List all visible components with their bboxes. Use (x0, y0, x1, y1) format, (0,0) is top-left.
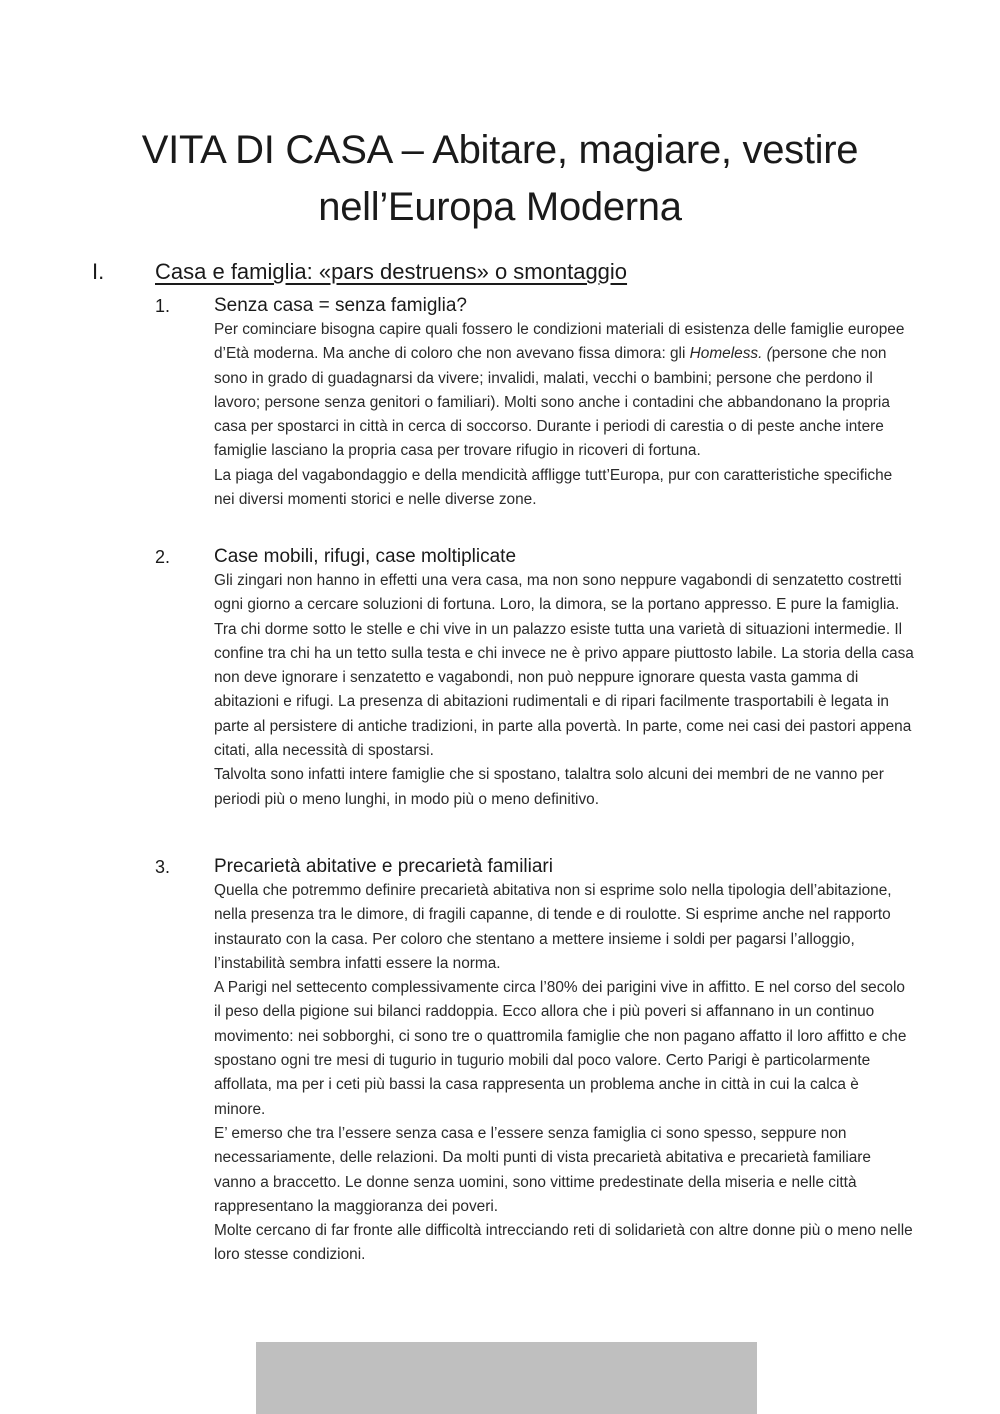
section-title: Casa e famiglia: «pars destruens» o smontaggio (155, 259, 628, 284)
document-title (0, 122, 1000, 236)
subsection-number: 1. (155, 296, 171, 316)
subsection-body (214, 879, 914, 1268)
subsection-body (214, 569, 914, 812)
subsection-heading: Precarietà abitative e precarietà familiari (214, 856, 553, 877)
subsection-heading: Senza casa = senza famiglia? (214, 295, 467, 316)
subsection-heading: Case mobili, rifugi, case moltiplicate (214, 546, 517, 567)
footer-gray-block (256, 1342, 757, 1414)
paragraph-text: Per cominciare bisogna capire quali fossero le condizioni materiali di esistenza delle famiglie europee d’Età moderna. Ma anche di coloro che non avevano fissa dimora: gli (214, 321, 905, 363)
paragraph: La piaga del vagabondaggio e della mendicità affligge tutt’Europa, pur con caratteristiche specifiche nei diversi momenti storici e nelle diverse zone. (214, 466, 893, 509)
paragraph: Quella che potremmo definire precarietà abitativa non si esprime solo nella tipologia dell’abitazione, nella presenza tra le dimore, di fragili capanne, di tende e di roulotte. Si esprime anche nel rapporto instaurato con la casa. Per coloro che stentano a mettere insieme i soldi per pagarsi l’alloggio, l’instabilità sembra infatti essere la norma. (214, 882, 892, 972)
subsection-number: 2. (155, 547, 171, 567)
title-line-2: nell’Europa Moderna (318, 185, 682, 229)
subsection-body (214, 318, 914, 512)
paragraph: Gli zingari non hanno in effetti una vera casa, ma non sono neppure vagabondi di senzatetto costretti ogni giorno a cercare soluzioni di fortuna. Loro, la dimora, se la portano appresso. E pure la famiglia. (214, 572, 902, 614)
paragraph: Tra chi dorme sotto le stelle e chi vive in un palazzo esiste tutta una varietà di situazioni intermedie. Il confine tra chi ha un tetto sulla testa e chi invece ne è privo appare piuttosto labile. La storia della casa non deve ignorare i senzatetto e vagabondi, non può neppure ignorare questa vasta gamma di abitazioni e rifugi. La presenza di abitazioni rudimentali e di ripari facilmente trasportabili è legata in parte al persistere di antiche tradizioni, in parte alla povertà. In parte, come nei casi dei pastori appena citati, alla necessità di spostarsi. (214, 620, 914, 760)
italic-term: Homeless. ( (689, 345, 772, 363)
paragraph (214, 318, 914, 464)
paragraph-text: persone che non sono in grado di guadagnarsi da vivere; invalidi, malati, vecchi o bambini; persone che perdono il lavoro; persone senza genitori o familiari). Molti sono anche i contadini che abbandonano la propria casa per spostarci in città in cerca di soccorso. Durante i periodi di carestia o di peste anche intere famiglie lasciano la propria casa per trovare rifugio in ricoveri di fortuna. (214, 345, 890, 460)
paragraph: Talvolta sono infatti intere famiglie che si spostano, talaltra solo alcuni dei membri de ne vanno per periodi più o meno lunghi, in modo più o meno definitivo. (214, 766, 884, 808)
paragraph: A Parigi nel settecento complessivamente circa l’80% dei parigini vive in affitto. E nel corso del secolo il peso della pigione sui bilanci raddoppia. Ecco allora che i più poveri si affannano in un continuo movimento: nei sobborghi, ci sono tre o quattromila famiglie che non pagano affatto il loro affitto e che spostano ogni tre mesi di tugurio in tugurio mobili dal poco valore. Certo Parigi è particolarmente affollata, ma per i ceti più bassi la casa rappresenta un problema anche in città in cui la calca è minore. (214, 979, 907, 1118)
title-line-1: VITA DI CASA – Abitare, magiare, vestire (141, 128, 859, 172)
paragraph: E’ emerso che tra l’essere senza casa e l’essere senza famiglia ci sono spesso, seppure non necessariamente, delle relazioni. Da molti punti di vista precarietà abitativa e precarietà familiare vanno a braccetto. Le donne senza uomini, sono vittime predestinate della miseria e nelle città rappresentano la maggioranza dei poveri. (214, 1124, 871, 1215)
subsection-number: 3. (155, 857, 171, 877)
section-number: I. (92, 259, 105, 284)
paragraph: Molte cercano di far fronte alle difficoltà intrecciando reti di solidarietà con altre donne più o meno nelle loro stesse condizioni. (214, 1222, 913, 1264)
